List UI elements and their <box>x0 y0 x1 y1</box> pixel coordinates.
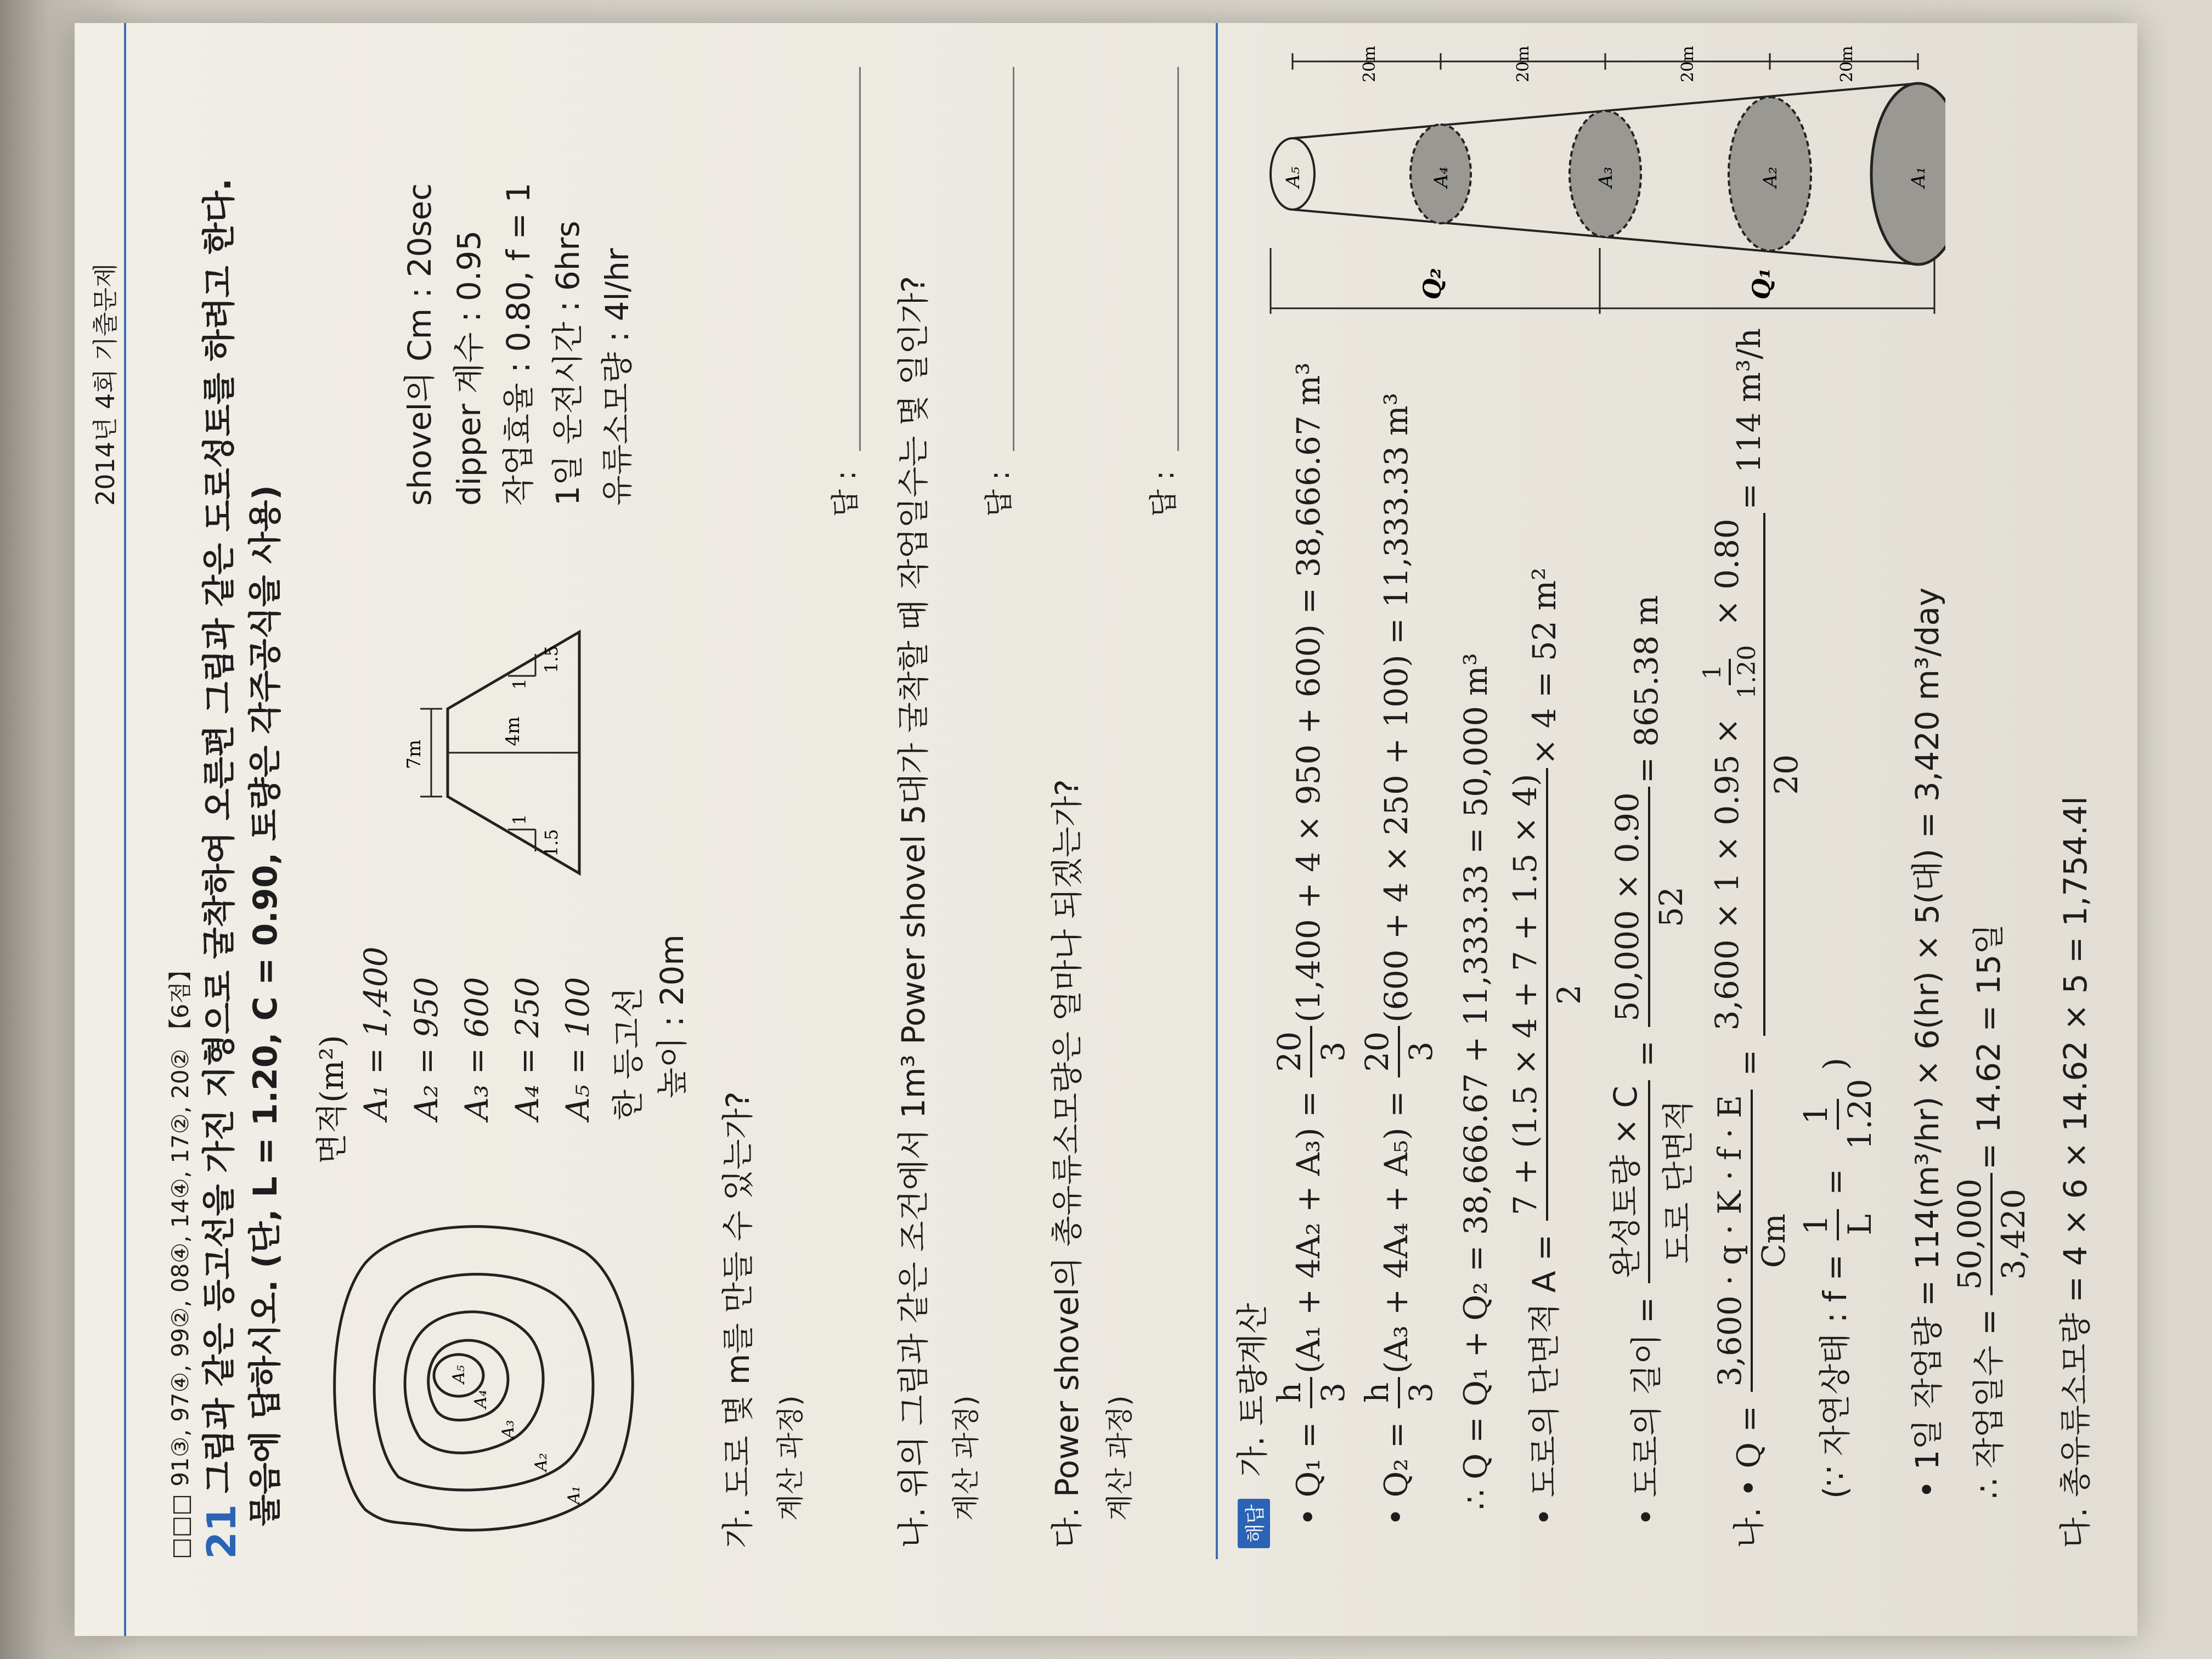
q2-three-b: 3 <box>1402 1041 1440 1062</box>
funnel-a2: A₂ <box>1759 166 1781 188</box>
days-den: 3,420 <box>1995 1188 2032 1280</box>
contour-label-a2: A₂ <box>532 1453 551 1471</box>
q1-rhs: (1,400 + 4 × 950 + 600) = 38,666.67 m³ <box>1290 362 1328 1023</box>
subq-na-answer-line <box>1013 67 1014 451</box>
solution-days <box>1951 924 2032 1499</box>
area-note-contour: 한 등고선 <box>610 987 647 1120</box>
subq-na-label: 나. 위의 그림과 같은 조건에서 1m³ Power shovel 5대가 굴착할 때 작업일수는 몇 일인가? <box>895 275 932 1548</box>
q2-twenty: 20 <box>1358 1026 1400 1077</box>
funnel-a5: A₅ <box>1282 166 1304 188</box>
contour-label-a1: A₁ <box>565 1486 584 1504</box>
area-row-a1: A₁ = 1,400 <box>357 946 394 1120</box>
solution-q-output: 나. • Q = 3,600 · q · K · f · E Cm = 3,600 × 1 × 0.95 × 1 1.20 × 0.80 20 = 114 m³/h <box>1699 328 1805 1548</box>
road-left-slope-h: 1.5 <box>541 829 562 857</box>
q2-h: h <box>1358 1377 1400 1408</box>
funnel-a3: A₃ <box>1595 166 1617 188</box>
area-den: 2 <box>1550 984 1588 1005</box>
subq-da-work: 계산 과정) <box>1104 1395 1136 1521</box>
solution-separator <box>1216 23 1218 1559</box>
condition-dipper: dipper 계수 : 0.95 <box>450 230 488 506</box>
frustum-diagram <box>1260 34 1945 319</box>
solution-q1 <box>1271 363 1352 1526</box>
len-rhs: = 865.38 m <box>1628 595 1666 784</box>
q1-three: 3 <box>1314 1382 1352 1403</box>
len-num2: 50,000 × 0.90 <box>1609 787 1650 1027</box>
q-num2-b: × 0.80 <box>1708 518 1746 636</box>
f-lhs: (∵ 자연상태 : f = <box>1816 1244 1854 1499</box>
solution-f <box>1797 1058 1878 1499</box>
q1-twenty: 20 <box>1271 1026 1312 1077</box>
area-frac <box>1506 768 1588 1221</box>
exam-history-tags: □□□ 91③, 97④, 99②, 08④, 14④, 17②, 20② 【6점】 <box>167 958 194 1559</box>
subq-da-label: 다. Power shovel의 총유류소모량은 얼마나 되겠는가? <box>1048 779 1086 1548</box>
q-den2: 20 <box>1768 754 1805 795</box>
days-num: 50,000 <box>1951 1173 1993 1295</box>
q1-three-b: 3 <box>1314 1041 1352 1062</box>
area-lhs: • 도로의 단면적 A = <box>1526 1224 1564 1526</box>
q-lhs: • Q = <box>1730 1395 1768 1498</box>
days-frac <box>1951 1173 2032 1295</box>
days-rhs: = 14.62 = 15일 <box>1970 923 2008 1170</box>
q1-h-frac <box>1271 1377 1352 1408</box>
textbook-page <box>75 23 2137 1636</box>
condition-fuel: 유류소모량 : 4l/hr <box>599 248 636 506</box>
q-l-frac <box>1699 640 1761 704</box>
funnel-a1: A₁ <box>1908 166 1929 188</box>
area-num: 7 + (1.5 × 4 + 7 + 1.5 × 4) <box>1506 768 1548 1221</box>
header-rule <box>124 23 126 1636</box>
days-lhs: ∴ 작업일수 = <box>1970 1299 2008 1499</box>
subq-da-answer-line <box>1177 67 1179 451</box>
subq-na-answer: 답 : <box>983 470 1016 517</box>
q-num1: 3,600 · q · K · f · E <box>1711 1090 1753 1392</box>
contour-map <box>305 1197 656 1548</box>
solution-daily: • 1일 작업량 = 114(m³/hr) × 6(hr) × 5(대) = 3,420 m³/day <box>1909 587 1946 1499</box>
contour-label-a3: A₃ <box>499 1420 518 1438</box>
funnel-h4: 20m <box>1837 46 1857 82</box>
road-left-slope-v: 1 <box>509 814 530 825</box>
funnel-q2: Q₂ <box>1419 268 1447 300</box>
condition-shovel-cm: shovel의 Cm : 20sec <box>401 183 438 506</box>
funnel-a4: A₄ <box>1430 166 1452 188</box>
q-num2-a: 3,600 × 1 × 0.95 × <box>1708 707 1746 1031</box>
subq-ga-work: 계산 과정) <box>775 1395 806 1521</box>
road-cross-section <box>382 583 612 890</box>
f-one-b: 1 <box>1797 1099 1839 1130</box>
road-top-width: 7m <box>403 740 425 769</box>
q2-mid: (A₃ + 4A₄ + A₅) = <box>1378 1080 1415 1374</box>
question-text-1: 그림과 같은 등고선을 가진 지형으로 굴착하여 오른편 그림과 같은 도로성토를 하려고 한다. <box>200 178 239 1493</box>
q-l-one: 1 <box>1699 659 1731 685</box>
q2-three: 3 <box>1402 1382 1440 1403</box>
contour-label-a4: A₄ <box>471 1390 490 1408</box>
f-L: L <box>1841 1214 1878 1235</box>
area-table-title: 면적(m²) <box>313 1035 351 1164</box>
area-row-a4: A₄ = 250 <box>509 977 546 1120</box>
len-frac-2 <box>1609 787 1690 1027</box>
page-header: 2014년 4회 기출문제 <box>91 263 120 506</box>
f-frac-2 <box>1797 1073 1878 1155</box>
area-note-height: 높이 : 20m <box>653 934 691 1098</box>
na-label: 나. <box>1730 1507 1768 1548</box>
f-frac-1 <box>1797 1209 1878 1241</box>
len-den1: 도로 단면적 <box>1660 1099 1697 1264</box>
len-den2: 52 <box>1652 887 1690 927</box>
q-den1: Cm <box>1755 1213 1792 1268</box>
q-l-val: 1.20 <box>1733 645 1761 699</box>
solution-badge: 해답 <box>1238 1499 1270 1548</box>
q1-lhs: • Q₁ = <box>1290 1412 1328 1526</box>
funnel-h2: 20m <box>1514 46 1533 82</box>
funnel-h1: 20m <box>1360 46 1379 82</box>
subq-na-work: 계산 과정) <box>950 1395 982 1521</box>
len-num1: 완성토량 × C <box>1600 1080 1650 1283</box>
len-eq: = <box>1628 1030 1666 1077</box>
q2-h-frac <box>1358 1377 1440 1408</box>
road-right-slope-h: 1.5 <box>541 645 562 673</box>
question-number: 21 <box>199 1504 245 1559</box>
len-frac-1 <box>1600 1080 1699 1283</box>
f-eq: = <box>1816 1158 1854 1206</box>
question-text-2: 물음에 답하시오. (단, L = 1.20, C = 0.90, 토량은 각주공식을 사용) <box>246 485 285 1526</box>
q-num2 <box>1699 513 1765 1036</box>
solution-ga-title: 가. 토량계산 <box>1234 1302 1271 1477</box>
q2-rhs: (600 + 4 × 250 + 100) = 11,333.33 m³ <box>1378 392 1415 1023</box>
q1-h: h <box>1271 1377 1312 1408</box>
f-one: 1 <box>1797 1209 1839 1240</box>
f-end: ) <box>1816 1057 1854 1070</box>
f-l-val: 1.20 <box>1841 1079 1878 1150</box>
condition-hours: 1일 운전시간 : 6hrs <box>549 221 586 506</box>
subq-da-answer: 답 : <box>1148 470 1181 517</box>
area-rhs: × 4 = 52 m² <box>1526 567 1564 765</box>
q1-mid: (A₁ + 4A₂ + A₃) = <box>1290 1080 1328 1374</box>
q-rhs: = 114 m³/h <box>1730 328 1768 510</box>
area-row-a2: A₂ = 950 <box>408 977 445 1120</box>
road-right-slope-v: 1 <box>509 678 530 690</box>
q2-lhs: • Q₂ = <box>1378 1412 1415 1526</box>
subq-ga-answer-line <box>859 67 861 451</box>
q-frac-1 <box>1711 1090 1792 1392</box>
area-row-a3: A₃ = 600 <box>458 977 495 1120</box>
solution-length <box>1600 595 1699 1526</box>
solution-q2 <box>1358 393 1440 1526</box>
solution-fuel: 다. 총유류소모량 = 4 × 6 × 14.62 × 5 = 1,754.4l <box>2057 796 2094 1548</box>
solution-q-total: ∴ Q = Q₁ + Q₂ = 38,666.67 + 11,333.33 = 50,000 m³ <box>1457 653 1494 1510</box>
q-frac-2 <box>1699 513 1805 1036</box>
contour-label-a5: A₅ <box>449 1365 469 1384</box>
q2-20-frac <box>1358 1026 1440 1077</box>
road-height: 4m <box>502 716 524 746</box>
subq-ga-answer: 답 : <box>830 470 862 517</box>
len-lhs: • 도로의 길이 = <box>1628 1286 1666 1526</box>
q1-20-frac <box>1271 1026 1352 1077</box>
subq-ga-label: 가. 도로 몇 m를 만들 수 있는가? <box>719 1091 757 1548</box>
condition-efficiency: 작업효율 : 0.80, f = 1 <box>500 182 537 506</box>
solution-area <box>1506 568 1588 1526</box>
funnel-q1: Q₁ <box>1748 268 1776 300</box>
funnel-h3: 20m <box>1678 46 1697 82</box>
area-row-a5: A₅ = 100 <box>559 977 596 1120</box>
